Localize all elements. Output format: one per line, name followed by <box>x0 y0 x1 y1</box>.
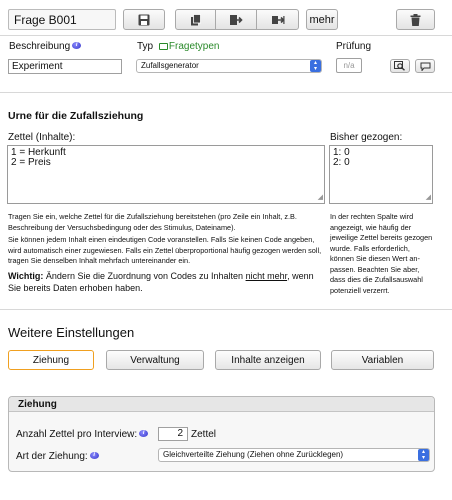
comment-icon <box>420 62 431 71</box>
warning-text <box>8 270 324 294</box>
drawn-label: Bisher gezogen: <box>330 132 403 143</box>
draw-type-label <box>16 451 99 462</box>
copy-icon <box>190 14 202 26</box>
select-arrows-icon: ▴ ▾ <box>310 60 321 72</box>
count-label <box>16 429 148 440</box>
count-label-text: Anzahl Zettel pro Interview: <box>16 429 138 440</box>
tab-verwaltung-label: Verwaltung <box>130 354 180 366</box>
resize-handle-icon: ◢ <box>317 194 323 201</box>
tab-ziehung-label: Ziehung <box>32 354 70 366</box>
tab-inhalte-anzeigen-label: Inhalte anzeigen <box>231 354 305 366</box>
cards-textarea[interactable] <box>7 145 325 204</box>
tab-inhalte-anzeigen[interactable] <box>215 350 321 370</box>
question-id-field[interactable] <box>8 9 116 30</box>
drawn-line-1: 1: 0 <box>333 147 350 158</box>
check-field <box>336 58 362 73</box>
tab-variablen-label: Variablen <box>361 354 404 366</box>
info-icon[interactable]: i <box>90 452 99 459</box>
cards-line-2: 2 = Preis <box>11 157 51 168</box>
check-value: n/a <box>343 61 355 70</box>
count-unit: Zettel <box>191 429 217 440</box>
type-select[interactable] <box>136 59 322 73</box>
tab-ziehung[interactable] <box>8 350 94 370</box>
move-to-button[interactable] <box>215 9 257 30</box>
select-arrows-icon: ▴ ▾ <box>418 449 429 461</box>
copy-button[interactable] <box>175 9 216 30</box>
draw-type-select[interactable] <box>158 448 430 462</box>
description-input[interactable] <box>8 59 122 74</box>
question-id-text: Frage B001 <box>14 13 77 27</box>
info-icon[interactable]: i <box>139 430 148 437</box>
urn-divider <box>0 309 452 310</box>
help-text-right: In der rechten Spalte wird angezeigt, wie häufig der jeweilige Zettel bereits gezogen wurde. Falls erforderlich, können Sie diesen Wert anpassen. Beachten Sie aber, dass dies die Zufallsauswahl potenziell verzerrt. <box>330 212 433 295</box>
type-label: Typ <box>137 41 154 52</box>
magnifier-icon <box>394 61 406 71</box>
help-text-left-2: Sie können jedem Inhalt einen eindeutigen Code voranstellen. Falls Sie keinen Code angeben, wird automatisch einer zugewiesen. Falls ein Zettel überproportional häufig gezogen werden soll, tragen Sie denselben Inhalt mehrfach untereinander ein. <box>8 235 322 265</box>
more-button-label: mehr <box>309 13 335 26</box>
save-icon <box>138 14 150 26</box>
warning-part-1: Ändern Sie die Zuordnung von Codes zu Inhalten <box>43 271 246 281</box>
info-icon[interactable]: i <box>72 42 81 49</box>
warning-underline: nicht mehr <box>245 271 288 281</box>
save-button[interactable] <box>123 9 165 30</box>
trash-icon <box>410 14 421 26</box>
settings-heading: Weitere Einstellungen <box>8 325 135 340</box>
type-select-value: Zufallsgenerator <box>141 61 199 70</box>
delete-button[interactable] <box>396 9 435 30</box>
draw-type-label-text: Art der Ziehung: <box>16 451 88 462</box>
count-input[interactable] <box>158 427 188 441</box>
drawn-textarea[interactable] <box>329 145 433 204</box>
toolbar-divider <box>0 35 452 36</box>
type-label-row <box>137 41 220 52</box>
check-label: Prüfung <box>336 41 372 52</box>
drawn-line-2: 2: 0 <box>333 157 350 168</box>
description-label-text: Beschreibung <box>9 41 71 52</box>
resize-handle-icon: ◢ <box>425 194 431 201</box>
tab-verwaltung[interactable] <box>106 350 204 370</box>
tab-variablen[interactable] <box>331 350 434 370</box>
description-value: Experiment <box>12 61 63 72</box>
preview-button[interactable] <box>390 59 410 73</box>
warning-part-2: , wenn Sie bereits Daten erhoben haben. <box>8 271 314 293</box>
draw-type-value: Gleichverteilte Ziehung (Ziehen ohne Zurücklegen) <box>163 450 344 459</box>
description-label <box>9 41 81 52</box>
count-value: 2 <box>177 428 183 439</box>
more-button[interactable] <box>306 9 338 30</box>
urn-heading: Urne für die Zufallsziehung <box>8 110 144 122</box>
warning-bold: Wichtig: <box>8 271 44 281</box>
help-text-left-1: Tragen Sie ein, welche Zettel für die Zufallsziehung bereitstehen (pro Zeile ein Inhalt, z.B. Beschreibung der Versuchsbedingung oder des Stimulus, Dateiname). <box>8 212 297 232</box>
book-icon <box>159 43 168 50</box>
cards-line-1: 1 = Herkunft <box>11 147 66 158</box>
form-divider <box>0 92 452 93</box>
ziehung-panel-header <box>9 397 434 412</box>
comment-button[interactable] <box>415 59 435 73</box>
move-out-button[interactable] <box>256 9 299 30</box>
export-icon <box>271 14 285 26</box>
fragetypen-link[interactable] <box>159 41 220 52</box>
fragetypen-link-text: Fragetypen <box>168 41 220 52</box>
ziehung-panel-title: Ziehung <box>18 399 57 410</box>
move-page-icon <box>229 14 243 26</box>
cards-label: Zettel (Inhalte): <box>8 132 76 143</box>
